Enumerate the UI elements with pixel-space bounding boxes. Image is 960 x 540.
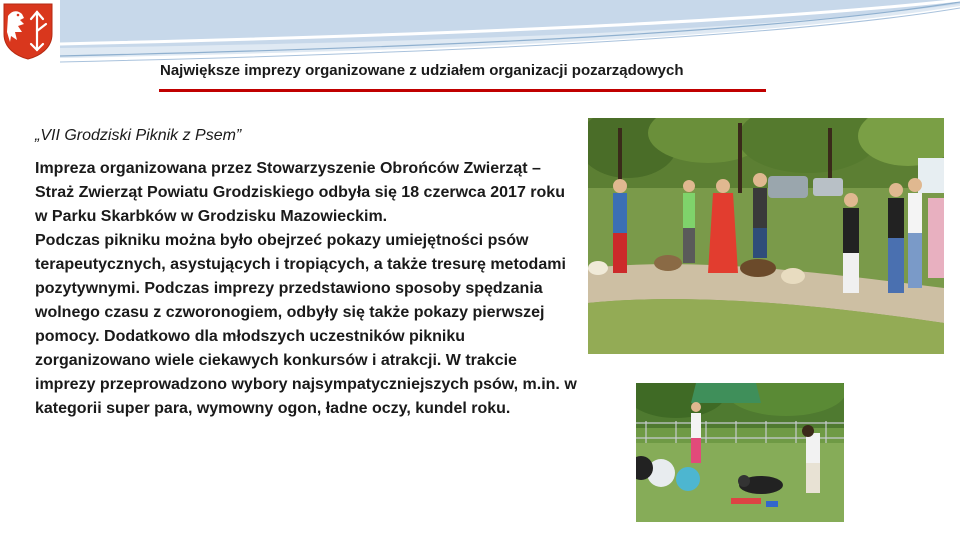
- title-underline: [159, 89, 766, 92]
- picnic-crowd-photo: [588, 118, 944, 354]
- description-paragraph-1: Impreza organizowana przez Stowarzyszenie Obrońców Zwierząt – Straż Zwierząt Powiatu Grodziskiego odbyła się 18 czerwca 2017 roku w Parku Skarbków w Grodzisku Mazowieckim.: [35, 160, 565, 225]
- dog-training-photo: [636, 383, 844, 522]
- event-description: [35, 157, 580, 421]
- event-name: „VII Grodziski Piknik z Psem”: [35, 127, 242, 144]
- description-paragraph-2: Podczas pikniku można było obejrzeć pokazy umiejętności psów terapeutycznych, asystujących i tropiących, a także tresurę metodami pozytywnymi. Podczas imprezy przedstawiono sposoby spędzania wolnego czasu z czworonogiem, odbyły się także pokazy pierwszej pomocy. Dodatkowo dla młodszych uczestników pikniku zorganizowano wiele ciekawych konkursów i atrakcji. W trakcie imprezy przeprowadzono wybory najsympatyczniejszych psów, m.in. w kategorii super para, wymowny ogon, ładne oczy, kundel roku.: [35, 232, 577, 417]
- slide-title: Największe imprezy organizowane z udziałem organizacji pozarządowych: [160, 62, 684, 79]
- header-swoosh: [0, 0, 960, 70]
- coat-of-arms-icon: [2, 2, 54, 60]
